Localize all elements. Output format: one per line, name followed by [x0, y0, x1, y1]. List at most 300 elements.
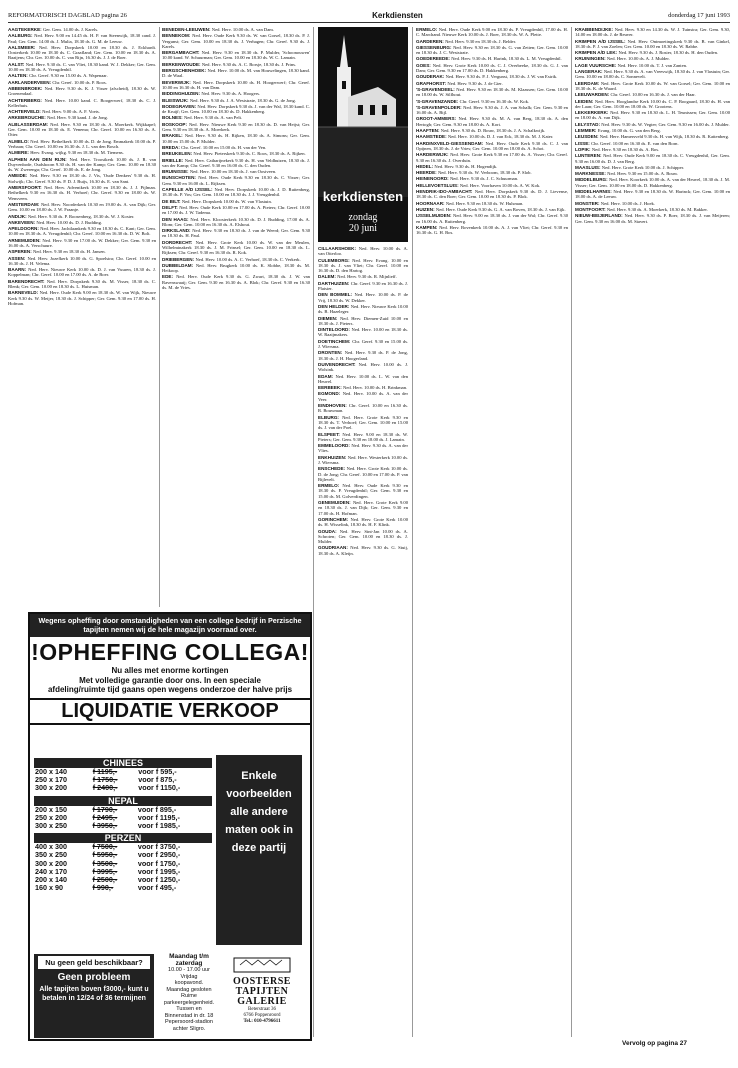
listing-entry — [575, 171, 730, 176]
listing-place: ASSEN: — [8, 255, 28, 261]
rug-old-price: f 1750,- — [92, 775, 118, 785]
listing-text: Ned. Herv. Grote Kerk 10.00 ds. W. van der Meulen, Wilhelminakerk 18.30 ds. J. M. Frinsel; Ger. Gem. 10.00 en 18.30 ds. L. Rijksen; Chr. Geref. 9.30 en 16.30 ds. R. Kok. — [162, 239, 310, 256]
listing-text: Ned. Herv. Koorkerk 10.00 ds. A. van der Heuvel, 18.30 ds. J. M. Visser; Ger. Gem. 10.00 en 18.00 ds. D. Hakkenberg. — [575, 177, 730, 188]
listing-place: MARKNESSE: — [575, 171, 608, 177]
listing-entry — [318, 292, 408, 303]
listing-entry — [416, 213, 568, 224]
listing-place: DOETINCHEM: — [318, 338, 353, 344]
listing-place: ANKEVEEN: — [8, 219, 37, 225]
rug-new-price: voor f 1250,- — [137, 875, 181, 885]
listing-text: Ned. Herv. 10.00 ds. L. W. van den Heuvel. — [318, 373, 408, 384]
listing-entry — [575, 153, 730, 164]
logo-name: OOSTERSE TAPIJTEN GALERIE — [233, 976, 291, 1007]
listing-place: ELSPEET: — [318, 431, 343, 437]
listing-place: DEN BOMMEL: — [318, 292, 355, 298]
listing-entry — [8, 62, 156, 73]
listing-text: Ned. Herv. 9.30 en 18.30 ds. W. Hulsman. — [445, 200, 524, 206]
logo-phone: Tel.: 010-4796611 — [243, 1019, 281, 1024]
listing-text: Ned. Herv. Oude Kerk 9.00 en 18.30 ds. W. van Wijk, Nieuwe Kerk 9.30 ds. W. Meijer, 18.30 ds. J. Schipper; Ger. Gem. 9.30 en 17.00 ds. H. Hofman. — [8, 290, 156, 306]
listing-entry — [162, 122, 310, 133]
listing-entry — [162, 115, 310, 120]
rug-size: 160 x 90 — [35, 883, 63, 893]
listing-text: Chr. Geref. 9.30 en 16.30 ds. W. Kok. — [459, 98, 530, 104]
listing-entry — [575, 134, 730, 139]
listing-text: Ned. Herv. 9.30 ds. R. Mijnlieff. — [337, 274, 397, 280]
listing-entry — [318, 517, 408, 528]
listing-place: BERGAMBACHT: — [162, 50, 202, 56]
listing-entry — [162, 217, 310, 228]
listing-entry — [416, 45, 568, 56]
listing-place: KRIMPEN A/D LEK: — [575, 50, 619, 56]
listing-text: Ned. Herv. 9.30 ds. J. de Gier. — [447, 80, 503, 86]
listing-place: 'S-GRAVENPOLDER: — [416, 104, 464, 110]
side-line: voorbeelden — [226, 788, 292, 800]
listing-entry — [8, 226, 156, 237]
listing-text: Ned. Herv. Jozefkerk 10.00 ds. G. Spoelstra; Chr. Geref. 10.00 en 16.30 ds. J. H. Velema. — [8, 255, 156, 266]
listing-place: GOES: — [416, 62, 433, 68]
column-4 — [416, 27, 568, 1037]
ad-bottom — [30, 954, 306, 1038]
listing-entry — [8, 279, 156, 290]
listing-place: MONSTER: — [575, 200, 601, 206]
listing-place: MIDDELBURG: — [575, 177, 609, 183]
ad-intro: Wegens opheffing door omstandigheden van een college bedrijf in Perzische tapijten nemen wij de hele magazijn voorraad over. — [30, 614, 310, 637]
listing-entry — [318, 500, 408, 516]
listing-text: Ned. Herv. Troostkerk 10.00 ds. J. R. van Duyvenbode, Oudshoorn 9.30 ds. H. van der Kamp; Ger. Gem. 10.00 en 18.30 ds. W. Zwerenga; Chr. Geref. 10.00 ds. E. de Jong. — [8, 156, 156, 173]
listing-entry — [575, 27, 730, 38]
listing-entry — [318, 316, 408, 327]
listing-text: Ned. Herv. 9.30 ds. M. A. van Berg, 18.30 ds. A. den Hertogh; Ger. Gem. 9.30 en 18.00 ds. A. Kort. — [416, 116, 568, 127]
listing-place: AALST: — [8, 61, 26, 67]
rug-old-price: f 2500,- — [92, 875, 118, 885]
rug-new-price: voor f 495,- — [137, 883, 177, 893]
listing-text: Chr. Geref. 10.00 en 16.30 ds. J. van der Haar. — [610, 92, 696, 98]
listing-text: Ned. Herv. Oude Kerk 9.30 en 18.30 ds. P. Vreugdenhil; Ger. Gem. 9.30 en 15.00 ds. M. Golverdingen. — [318, 483, 408, 499]
listing-place: DARTHUIZEN: — [318, 280, 351, 286]
listing-place: DINTELOORD: — [318, 327, 352, 333]
listing-text: Ned. Herv. Dorpskerk 9.30 ds. J. van der Wal, 18.30 kand. C. de Kruijf; Ger. Gem. 10.00 en 18.30 ds. D. Hakkenberg. — [162, 103, 310, 115]
rug-old-price: f 2495,- — [92, 812, 118, 822]
listing-place: ABBENBROEK: — [8, 85, 45, 91]
listing-text: Ned. Herv. 10.00 ds. D. J. Budding. — [36, 219, 103, 225]
rug-size: 300 x 200 — [35, 783, 67, 793]
ad-subline-2: Met volledige garantie door ons. In een speciale — [79, 675, 261, 685]
rug-old-price: f 3500,- — [92, 858, 118, 868]
listing-text: Ned. Herv. Pieterskerk 9.30 ds. C. Roos, 18.30 ds. A. Rijken. — [193, 151, 306, 157]
rug-size: 300 x 200 — [35, 858, 67, 868]
listing-text: Ned. Herv. Evang. 10.00 en 18.30 ds. J. van Vliet; Chr. Geref. 10.00 en 16.30 ds. D. den Hartog. — [318, 257, 408, 274]
listing-text: Ned. Herv. Bovenkerk 10.00 ds. A. J. van Vliet; Chr. Geref. 9.30 en 16.30 ds. G. H. Bos. — [416, 224, 568, 236]
listing-text: Ned. Herv. Dorpskerk 10.00 en 18.30 ds. J. Eckhardt. Oosterkerk 10.00 en 18.30 ds. C. Graafland; Ger. Gem. 10.00 en 18.30 ds. A. Baaijens; Chr. Ger. 10.00 ds. C. van Rijn, 16.30 ds. J. J. de Boer. — [8, 44, 156, 61]
listing-text: Ned. Herv. Dorpskerk 9.30 ds. D. J. Lievense, 18.30 ds. C. den Boer; Ger. Gem. 10.00 en 18.30 ds. P. Blok. — [416, 189, 568, 200]
listing-text: Ned. Herv. 9.30 en 18.30 ds. J. Belder. — [445, 38, 517, 44]
listing-entry — [318, 432, 408, 443]
listing-text: Ned. Herv. 9.30 en 18.30 ds. J. van de Weerd; Ger. Gem. 9.30 en 18.30 ds. H. Paul. — [162, 228, 310, 239]
listing-entry — [416, 176, 568, 181]
listing-entry — [416, 56, 568, 61]
listing-entry — [575, 56, 730, 61]
listing-place: DIRKSLAND: — [162, 228, 193, 234]
listing-entry — [162, 151, 310, 156]
logo-city: 6766 Poppenroord — [243, 1013, 281, 1018]
listing-place: MONTFOORT: — [575, 206, 607, 212]
listing-entry — [416, 164, 568, 169]
listing-place: GOEDEREEDE: — [416, 56, 452, 62]
listing-entry — [575, 92, 730, 97]
listing-text: Ned. Herv. 10.00 ds. J. Wolsink. — [318, 361, 408, 373]
listing-text: Ned. Herv. 9.30 ds. A. van Vreeswijk, 18.30 ds. J. van Vlastuin; Ger. Gem. 10.00 en 18.00 ds. C. Sonnevelt. — [575, 69, 730, 80]
listing-place: DIEMEN: — [318, 315, 340, 321]
listing-entry — [575, 69, 730, 80]
listing-entry — [416, 207, 568, 212]
listing-place: BREDA: — [162, 144, 182, 150]
listing-entry — [575, 99, 730, 110]
listing-place: KRABBENDIJKE: — [575, 27, 615, 32]
listing-entry — [416, 87, 568, 98]
listing-place: DELFT: — [162, 204, 180, 210]
listing-entry — [416, 105, 568, 116]
listing-place: BENEDEN-LEEUWEN: — [162, 27, 212, 32]
rug-new-price: voor f 1995,- — [137, 866, 181, 876]
listing-place: GARDEREN: — [416, 38, 446, 44]
listing-text: Ned. Herv. 9.30 ds. A. Hoogers. — [201, 91, 261, 97]
listing-place: MIDDELHARNIS: — [575, 189, 614, 195]
listing-entry — [8, 109, 156, 114]
rug-size: 400 x 300 — [35, 842, 67, 852]
listing-text: Ned. Herv. Adventkerk 10.00 en 18.30 ds. J. J. Pijlman. Bethelkerk 9.30 en 16.30 ds. H. Verhoef; Chr. Geref. 9.30 en 18.00 ds. W. Wensveen. — [8, 185, 156, 201]
listing-place: ALBLASSERDAM: — [8, 121, 51, 127]
ad-opening-hours: Maandag t/m zaterdag 10.00 - 17.00 uur Vrijdag koopavond. Maandag gesloten Ruime parkeergelegenheid. Tussen en Binnenstad in dr. 18 Pepersoord-stadion achter Sligro. — [163, 953, 215, 1032]
listing-text: Ned. Herv. 9.30 en 18.30 ds. A. Moerkerk. Wijkkapel; Ger. Gem. 10.00 en 18.30 ds. E. Venema; Chr. Geref. 10.00 en 16.30 ds. A. Otter. — [8, 121, 156, 138]
header-date: donderdag 17 juni 1993 — [668, 11, 730, 19]
listing-entry — [416, 152, 568, 163]
listing-place: HEINENOORD: — [416, 176, 450, 182]
listing-entry — [575, 81, 730, 92]
rug-new-price: voor f 1750,- — [137, 858, 181, 868]
ad-side-panel — [216, 755, 302, 945]
listing-place: HARDINXVELD-GIESSENDAM: — [416, 140, 486, 146]
ad-logo — [222, 956, 302, 1036]
listing-entry — [162, 104, 310, 115]
listing-entry — [318, 339, 408, 350]
column-5 — [575, 27, 730, 1032]
listing-place: ALMELO: — [8, 138, 31, 144]
listing-place: BARENDRECHT: — [8, 278, 47, 284]
listing-text: Chr. Geref. 10.00 en 16.30 ds. R. Bouwman. — [318, 403, 408, 414]
listing-place: LEERDAM: — [575, 80, 601, 86]
listing-place: NIEUW-BEIJERLAND: — [575, 213, 625, 219]
listing-entry — [416, 39, 568, 44]
listing-entry — [8, 115, 156, 120]
listing-text: Ned. Herv. 10.00 en 18.30 ds. J. van Oostveen. — [189, 169, 277, 175]
listing-place: ASPEREN: — [8, 249, 34, 255]
rug-size: 250 x 200 — [35, 812, 67, 822]
listing-entry — [162, 205, 310, 216]
listing-text: Chr. Geref. 9.30 en 15.00 ds. A. Wapenaar. — [29, 73, 108, 79]
listing-text: Ned. Herv. Bethelkerk 10.00 ds. D. de Jong. Emmakerk 10.00 ds. P. Verbaan; Chr. Geref. 10.00 en 16.30 ds. J. L. van den Bosch. — [8, 138, 156, 149]
rug-old-price: f 990,- — [92, 883, 114, 893]
listing-place: EMMELOORD: — [318, 443, 352, 449]
listing-place: 'S-GRAVENDEEL: — [416, 86, 457, 92]
rug-price-row — [34, 822, 212, 830]
listing-entry — [162, 98, 310, 103]
listing-place: DUBBELDAM: — [162, 262, 196, 268]
side-line: alle andere — [230, 806, 288, 818]
listing-place: DUIVENDRECHT: — [318, 361, 359, 367]
listing-place: LEKKERKERK: — [575, 110, 611, 116]
listing-place: AMSTERDAM: — [8, 201, 41, 207]
listing-place: ARKEBROUCHE: — [8, 115, 48, 121]
listing-text: Ned. Herv. 9.30 ds. A. van der Vlies. — [318, 443, 408, 454]
listing-entry — [318, 391, 408, 402]
listing-place: LEIDEN: — [575, 98, 595, 104]
listing-entry — [162, 33, 310, 49]
listing-text: Chr. Geref. 10.00 en 15.00 ds. H. van der Ven. — [181, 144, 267, 150]
rug-size: 240 x 170 — [35, 866, 67, 876]
listing-text: Chr. Geref. 10.00 en 16.30 ds. E. van den Born. — [591, 140, 679, 146]
listing-entry — [416, 63, 568, 74]
listing-entry — [416, 225, 568, 236]
listing-place: GRAFHORST: — [416, 80, 448, 86]
logo-address: Beterstraat 36 — [248, 1007, 276, 1012]
listing-entry — [575, 165, 730, 170]
listing-place: AALSMEER: — [8, 44, 39, 50]
listing-entry — [8, 185, 156, 201]
listing-place: HENDRIK-IDO-AMBACHT: — [416, 189, 475, 195]
rug-old-price: f 2400,- — [92, 783, 118, 793]
listing-place: ANDIJK: — [8, 213, 28, 219]
listing-entry — [162, 175, 310, 186]
listing-place: ELBURG: — [318, 414, 343, 420]
listing-place: CAPELLE A/D IJSSEL: — [162, 187, 215, 193]
listing-place: ENKHUIZEN: — [318, 454, 348, 460]
listing-text: Ned. Herv. Hooglandse Kerk 10.00 ds. C. P. Boogaard, 18.30 ds. H. van der Laan; Ger. Gem. 10.00 en 18.00 ds. W. Grootens. — [575, 98, 730, 109]
listing-place: BENNEKOM: — [162, 33, 193, 39]
listing-place: CILLAARSHOEK: — [318, 246, 359, 251]
listing-entry — [575, 201, 730, 206]
rug-section-title: PERZEN — [34, 833, 212, 843]
listing-text: Ned. Herv. 9.30 ds. J. C. Schuurman. — [449, 176, 519, 182]
listing-place: BRIELLE: — [162, 157, 185, 163]
listing-text: Ger. Gem. 14.00 ds. J. Karels. — [42, 27, 99, 32]
listing-entry — [8, 33, 156, 44]
rug-size: 200 x 140 — [35, 875, 67, 885]
column-3 — [318, 246, 408, 1036]
listing-entry — [416, 170, 568, 175]
ad-installments: Alle tapijten boven f3000,- kunt u betalen in 12/24 of 36 termijnen — [39, 986, 149, 1002]
listing-entry — [162, 228, 310, 239]
listing-entry — [162, 257, 310, 262]
listing-entry — [318, 246, 408, 257]
listing-entry — [318, 327, 408, 338]
listing-text: Ned. Herv. Oude Kerk 9.30 ds. C. J. van Opijnen, 18.30 ds. J. de Vries; Ger. Gem. 10.00 en 18.00 ds. A. Schot. — [416, 140, 568, 151]
listing-entry — [318, 529, 408, 545]
listing-text: Ned. Herv. 10.00 ds. A. van Otterloo. — [318, 246, 408, 257]
kerkdiensten-box — [318, 27, 408, 242]
listing-text: Ned. Herv. Voorhaven 10.00 ds. A. W. Kok. — [459, 182, 541, 188]
rug-new-price: voor f 1195,- — [137, 812, 180, 822]
carpet-logo-icon — [232, 956, 292, 974]
listing-text: Ned. Herv. Nieuwe Kerk 10.00 ds. B. Hazeleger. — [318, 303, 408, 315]
listing-place: ERMELO: — [416, 27, 439, 32]
listing-text: Chr. Geref. 9.30 en 15.00 ds. J. Wiersma. — [318, 338, 408, 350]
listing-entry — [575, 177, 730, 188]
listing-text: Ned. Herv. 9.30 ds. P. Roosenberg, 18.30 ds. W. J. Koster. — [27, 213, 135, 219]
listing-entry — [318, 455, 408, 466]
kerkdiensten-date: zondag 20 juni — [348, 212, 378, 234]
header-section-title: Kerkdiensten — [372, 10, 423, 20]
listing-entry — [8, 45, 156, 61]
listing-place: EDE: — [162, 274, 177, 280]
listing-text: Ned. Herv. 10.00 ds. A. J. Mulder. — [606, 56, 670, 62]
listing-entry — [318, 545, 408, 556]
listing-text: Ned. Herv. 9.30 kand. J. de Jong. — [47, 115, 108, 121]
listing-place: BRUINISSE: — [162, 169, 190, 175]
listing-entry — [8, 86, 156, 97]
listing-entry — [416, 141, 568, 152]
listing-text: Ned. Herv. 10.00 ds. A. van Dam. — [211, 27, 274, 32]
listing-text: Ned. Herv. Dorpskerk 10.00 ds. W. van Vlastuin. — [181, 198, 272, 204]
listing-place: DEN HELDER: — [318, 303, 351, 309]
listing-place: CULEMBORG: — [318, 257, 353, 263]
listing-place: ACHTERVELD: — [8, 109, 43, 115]
listing-text: Ned. Herv. Grote Kerk 10.00 ds. W. van Gorsel; Ger. Gem. 10.00 en 18.30 ds. K. de Waard. — [575, 80, 730, 91]
rug-price-list — [34, 755, 212, 892]
rug-old-price: f 1790,- — [92, 804, 118, 814]
listing-place: BOLNES: — [162, 115, 184, 121]
listing-text: Ned. Herv. 10.00 ds. M. van Houwelingen, 18.30 kand. D. de Waal. — [162, 68, 310, 79]
listing-place: MAASLUIS: — [575, 164, 602, 170]
listing-text: Ned. Herv. Oude Kerk 9.30 ds. W. van Gorsel, 18.30 ds. P. J. Vergunst; Ger. Gem. 10.00 en 18.30 ds. J. Verhagen; Chr. Geref. 9.30 ds. J. Karels. — [162, 33, 310, 49]
rug-new-price: voor f 3750,- — [137, 842, 181, 852]
listing-text: Ned. Herv. 9.30 en 14.30 ds. W. J. Tuinstra; Ger. Gem. 9.30, 14.00 en 18.00 ds. J. de Reuver. — [575, 27, 730, 38]
page-header — [8, 8, 730, 23]
listing-entry — [416, 27, 568, 38]
listing-entry — [575, 213, 730, 224]
listing-entry — [575, 207, 730, 212]
listing-place: IJSSELMUIDEN: — [416, 213, 454, 219]
listing-text: Ned. Herv. Jachtlaankerk 9.30 en 18.30 ds. C. Kant; Ger. Gem. 10.00 en 18.30 ds. A. Vreugdenhil; Chr. Geref. 10.00 en 16.30 ds. D. W. Bolt. — [8, 226, 156, 237]
listing-entry — [8, 290, 156, 306]
listing-text: Ned. Herv. Brugkerk 10.00 ds. K. Slobbe, 18.30 ds. M. Heikoop. — [162, 262, 310, 274]
ad-subline-3: afdeling/ruimte tijd gaans open wegens onderzoe der halve prijs — [47, 685, 293, 694]
ad-no-problem: Geen probleem — [57, 972, 131, 983]
listing-place: AALTEN: — [8, 73, 30, 79]
listing-text: Ned. Herv. 9.30 ds. W. Verboom, 18.30 ds. P. Slob. — [437, 170, 532, 176]
rug-new-price: voor f 875,- — [138, 775, 177, 785]
listing-place: EERBEEK: — [318, 385, 344, 391]
side-line: Enkele — [241, 770, 277, 782]
listing-entry — [162, 27, 310, 32]
listing-text: Chr. Geref. 10.00 ds. P. Roos. — [52, 79, 107, 85]
listing-text: Ned. Herv. 9.30 ds. J. A. van Schalk; Ger. Gem. 9.30 en 16.00 ds. A. Bijl. — [416, 104, 568, 116]
listing-entry — [162, 158, 310, 169]
listing-entry — [8, 249, 156, 254]
listing-text: Ned. Herv. Grote Kerk 9.30 en 18.30 ds. T. Verhoef; Ger. Gem. 10.00 en 15.00 ds. J. van der Poel. — [318, 414, 408, 431]
listing-place: BUNSCHOTEN: — [162, 175, 199, 181]
listing-place: BLEISWIJK: — [162, 97, 190, 103]
listing-text: Ned. Herv. Nieuwe Kerk 9.30 en 18.30 ds. D. van Heijst; Ger. Gem. 9.30 en 18.30 ds. A. Moerkerk. — [162, 121, 310, 133]
listing-entry — [8, 256, 156, 267]
listing-text: Ned. Herv. 10.00 ds. A. van der Veer. — [318, 391, 408, 402]
listing-place: GOUDA: — [318, 528, 340, 534]
listing-entry — [8, 202, 156, 213]
listing-place: BIDDINGHUIZEN: — [162, 91, 202, 97]
listing-place: ALPHEN AAN DEN RIJN: — [8, 156, 70, 162]
listing-text: Chr. Geref. 9.30 en 16.30 ds. J. Plaisier. — [318, 280, 408, 292]
listing-entry — [162, 169, 310, 174]
listing-entry — [162, 62, 310, 67]
listing-place: HELLEVOETSLUIS: — [416, 182, 460, 188]
listing-entry — [318, 258, 408, 274]
listing-entry — [8, 267, 156, 278]
listing-place: DRIEBERGEN: — [162, 256, 196, 262]
listing-place: ENSCHEDE: — [318, 466, 347, 472]
listing-text: Ned. Herv. Oude Kerk 9.00 en 18.30 ds. C. Vreugdenhil, Ger. Gem. 9.30 en 16.00 ds. D. J. van Berg. — [575, 153, 730, 164]
listing-place: BAARN: — [8, 267, 29, 273]
listing-entry — [8, 150, 156, 155]
listing-text: Ned. Herv. 9.30 ds. H. Hogendijk. — [434, 163, 498, 169]
listing-place: BRAKEL: — [162, 133, 185, 139]
listing-entry — [416, 81, 568, 86]
listing-entry — [8, 220, 156, 225]
listing-entry — [575, 147, 730, 152]
listing-entry — [575, 189, 730, 200]
listing-entry — [8, 73, 156, 78]
listing-entry — [162, 80, 310, 91]
listing-text: Ned. Herv. Grote Kerk 10.00 ds. J. Schipper. — [601, 164, 685, 170]
kerkdiensten-title: kerkdiensten — [322, 189, 404, 204]
rug-old-price: f 3995,- — [92, 866, 118, 876]
listing-entry — [8, 122, 156, 138]
listing-text: Ned. Herv. 9.30 en 17.00 ds. W. Dekker; Ger. Gem. 9.30 en 16.00 ds. A. Verschuure. — [8, 237, 156, 248]
listing-entry — [162, 133, 310, 144]
listing-place: ALMERE: — [8, 150, 31, 156]
listing-text: Ned. Herv. 10.00 ds. T. J. van Zanten. — [617, 62, 688, 68]
listing-place: APELDOORN: — [8, 226, 41, 232]
listing-entry — [318, 403, 408, 414]
listing-entry — [8, 238, 156, 249]
listing-place: GORINCHEM: — [318, 516, 351, 522]
listing-entry — [416, 134, 568, 139]
listing-text: Ned. Herv. Dorpskerk 10.00 ds. J. D. Ruitenberg, 18.30 ds. P. Vos; Ger. Gem. 10.00 en 18.30 ds. J. J. Vreugdenhil. — [162, 187, 310, 198]
listing-place: AMEIDE: — [8, 173, 30, 179]
listing-place: GENEMUIDEN: — [318, 500, 353, 506]
listing-place: DE BILT: — [162, 198, 182, 204]
listing-entry — [318, 362, 408, 373]
listing-text: Ned. Herv. Dorpskerk 9.30 ds. M. Visser, 18.30 ds. C. Blenk; Ger. Gem. 10.00 en 18.30 ds. L. Huisman. — [8, 278, 156, 290]
listing-text: Ned. Herv. 9.30 ds. H. Harink, 18.30 ds. L. M. Vreugdenhil. — [451, 56, 562, 62]
ad-no-money: Nu geen geld beschikbaar? — [38, 956, 150, 969]
listing-text: Ned. Herv. 9.30 ds. K. J. Visser (afscheid), 18.30 ds. W. Groenendaal. — [8, 85, 156, 97]
listing-text: Ned. Herv. 9.30 ds. W. Vegter; Ger. Gem. 9.30 en 16.00 ds. J. Mulder. — [601, 121, 730, 127]
listing-place: DALEM: — [318, 274, 338, 280]
rug-old-price: f 3950,- — [92, 821, 118, 831]
ad-headline: !OPHEFFING COLLEGA! — [31, 639, 309, 665]
rug-section-title: NEPAL — [34, 796, 212, 806]
listing-text: Ned. Herv. 9.00 en 18.30 ds. W. Pieters; Ger. Gem. 9.30 en 18.00 ds. J. Lamain. — [318, 431, 408, 442]
listing-place: KAMPEN: — [416, 224, 440, 230]
ad-payment-panel — [34, 954, 154, 1038]
side-line: maten ook in — [225, 824, 293, 836]
rug-price-table — [34, 806, 212, 831]
listing-text: Ned. Herv. Grote Kerk 10.00 ds. C. J. Overbeeke, 18.30 ds. G. J. van Dam; Ger. Gem. 9.30 en 17.00 ds. D. Hakkenberg. — [416, 62, 568, 74]
listing-entry — [8, 139, 156, 150]
listing-place: HAAFTEN: — [416, 128, 441, 134]
listing-place: BERGSCHENHOEK: — [162, 68, 208, 74]
listing-place: GROOT-AMMERS: — [416, 116, 459, 122]
listing-place: HARDERWIJK: — [416, 152, 451, 158]
